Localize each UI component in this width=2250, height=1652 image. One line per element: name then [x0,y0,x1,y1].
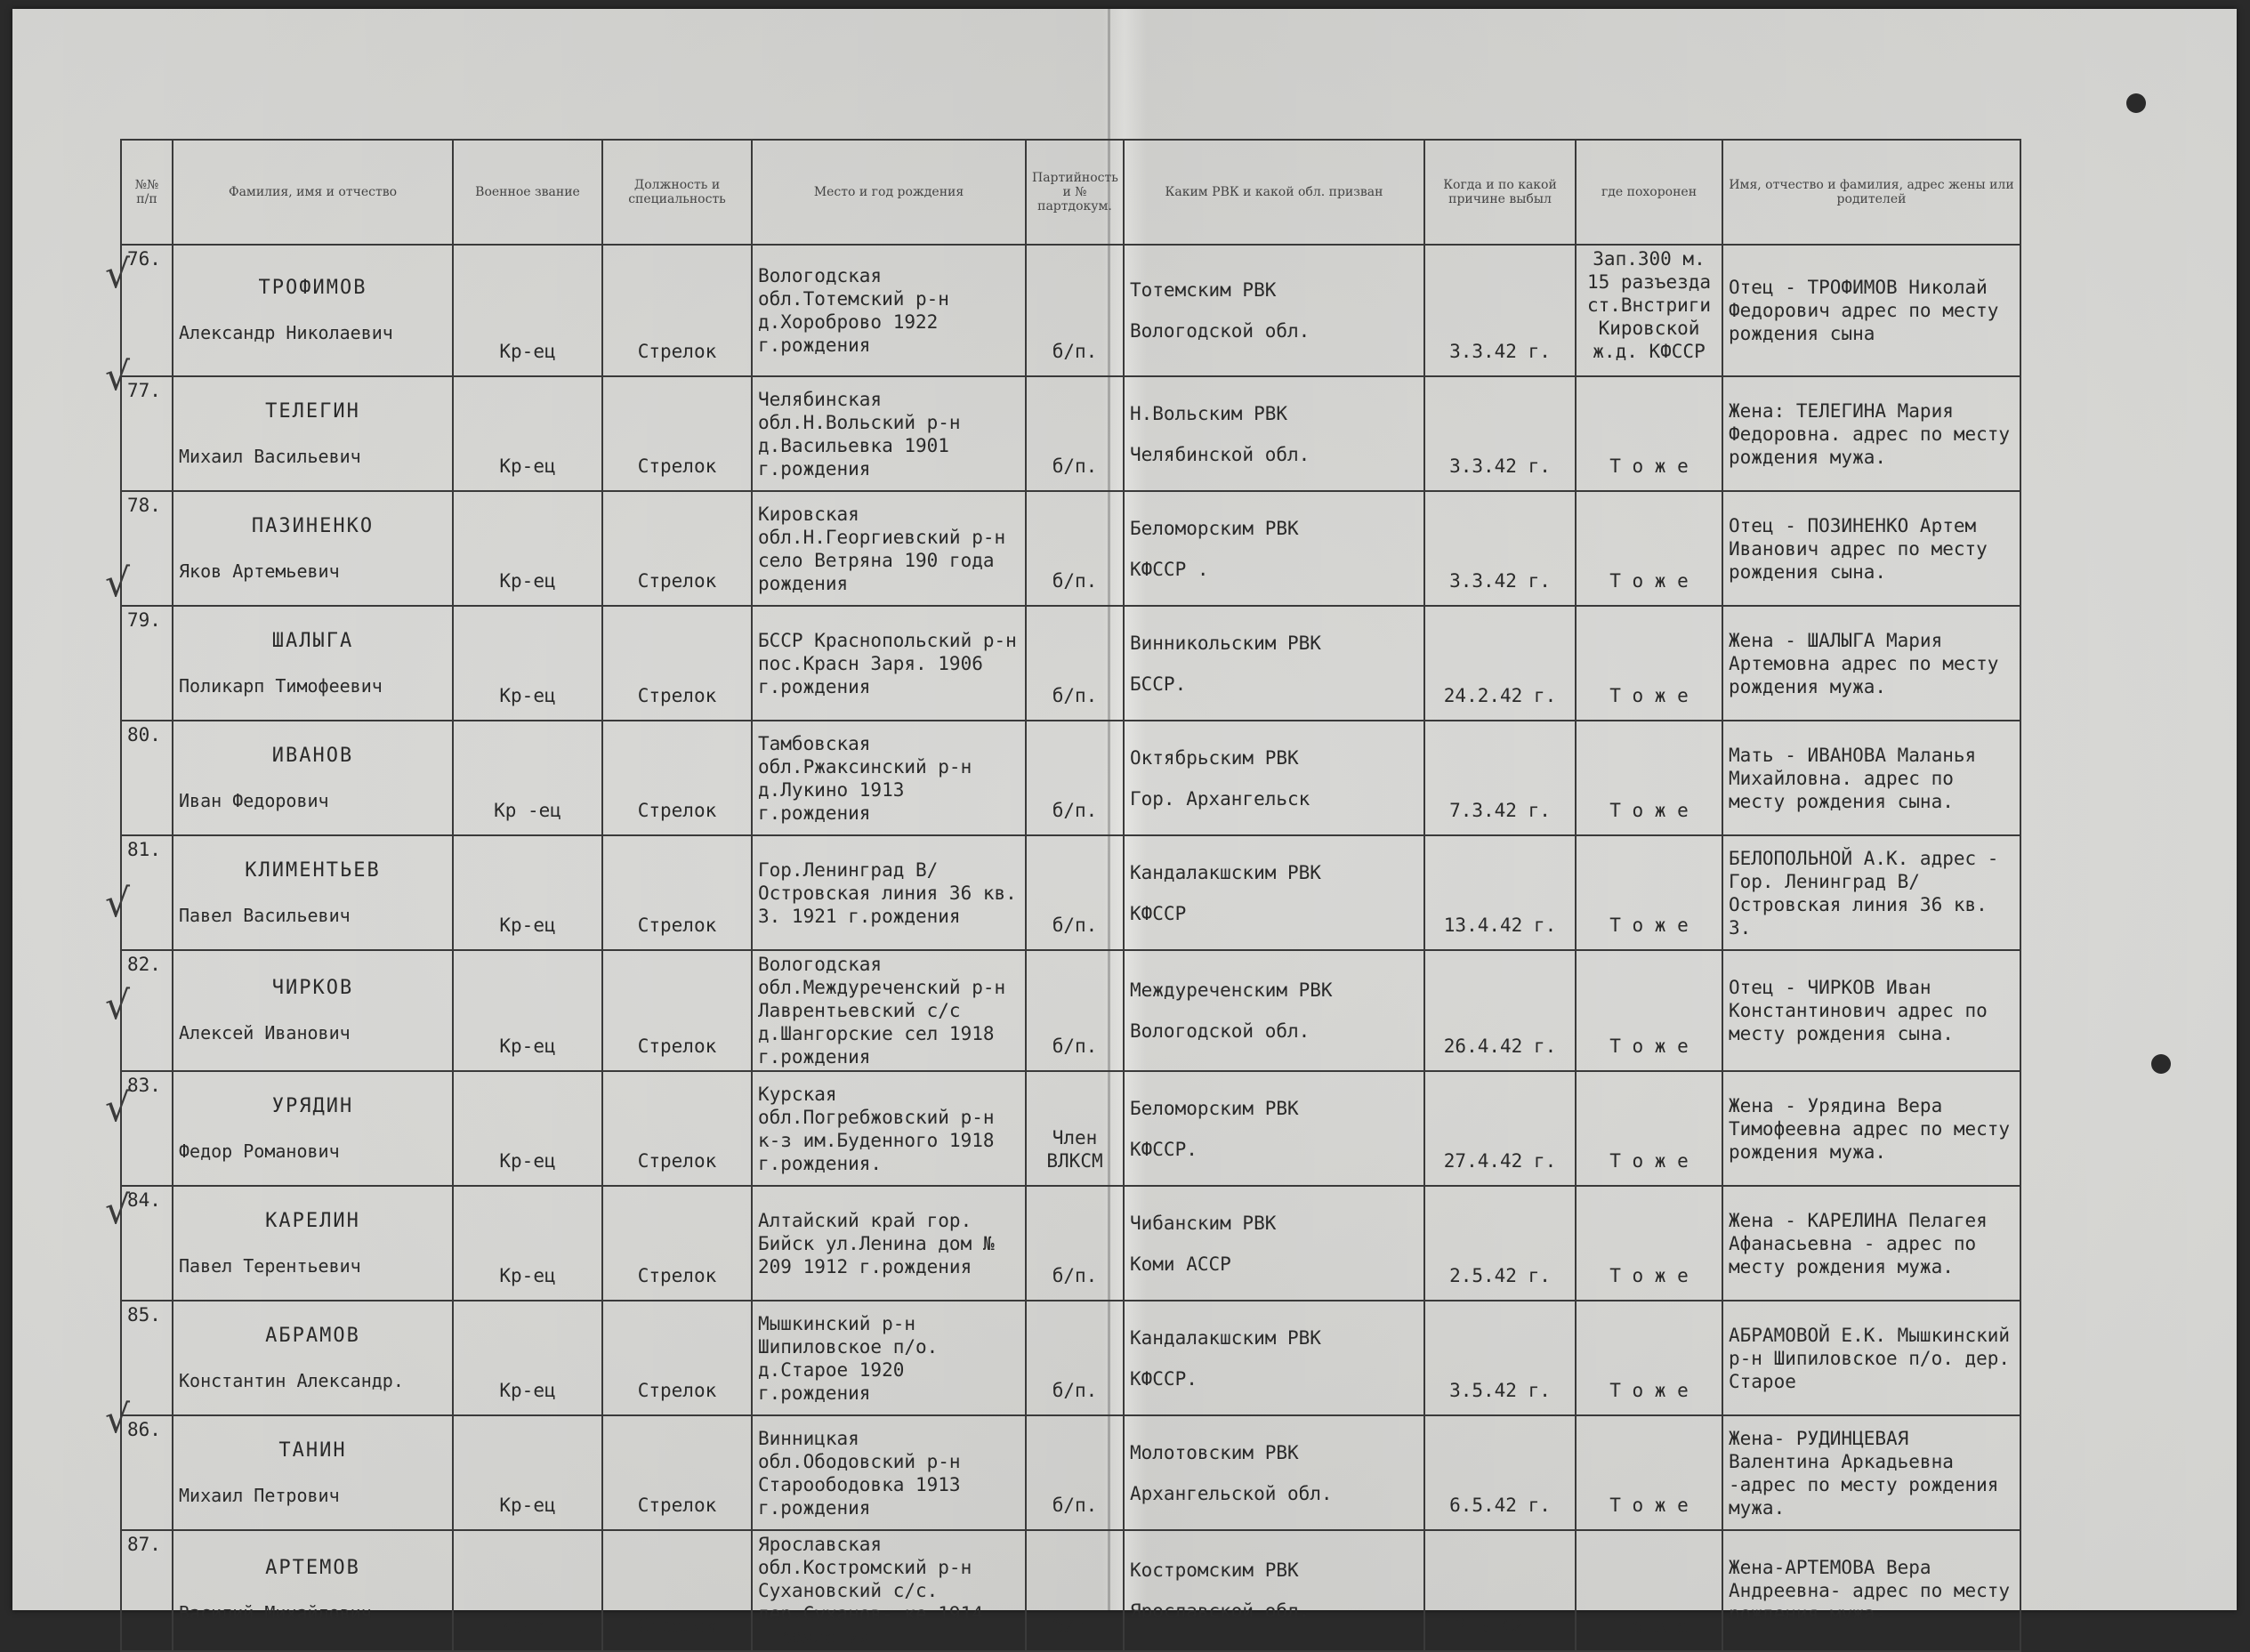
given-names: Александр Николаевич [179,322,393,343]
table-row [121,721,2020,835]
military-rank: Кр-ец [453,376,602,491]
date-of-death: 24.2.42 г. [1424,606,1576,721]
party-membership: Член ВЛКСМ [1026,1071,1124,1186]
position: Стрелок [602,1186,752,1301]
rvk-region: КФССР . [1130,558,1209,580]
next-of-kin: Жена-АРТЕМОВА Вера Андреевна- адрес по месту рождения мужа. [1722,1530,2020,1651]
given-names: Константин Александр. [179,1369,404,1391]
next-of-kin: Жена - Урядина Вера Тимофеевна адрес по месту рождения мужа. [1722,1071,2020,1186]
position: Стрелок [602,1071,752,1186]
conscription-office [1124,606,1424,721]
check-mark: √ [105,881,131,926]
check-mark: √ [105,1397,131,1442]
soldier-name [173,491,453,606]
military-rank: Кр-ец [453,1301,602,1415]
soldier-name [173,376,453,491]
rvk-name: Костромским РВК [1130,1559,1299,1581]
given-names: Иван Федорович [179,789,329,811]
given-names: Михаил Васильевич [179,445,361,467]
party-membership: б/п. [1026,950,1124,1071]
conscription-office [1124,376,1424,491]
header-died: Когда и по какой причине выбыл [1424,140,1576,245]
given-names: Павел Терентьевич [179,1254,361,1277]
row-number: 84. [121,1186,173,1301]
date-of-death: 13.4.42 г. [1424,835,1576,950]
rvk-name: Междуреченским РВК [1130,979,1333,1001]
row-number: 82. [121,950,173,1071]
birthplace: Ярославская обл.Костромский р-н Сухановский с/с. дер.Суханов- ке 1914 г.рождения [752,1530,1026,1651]
row-number: 79. [121,606,173,721]
position: Стрелок [602,721,752,835]
conscription-office [1124,721,1424,835]
table-row [121,1301,2020,1415]
position: Стрелок [602,1415,752,1530]
rvk-region: Коми АССР [1130,1253,1231,1275]
table-row [121,1530,2020,1651]
burial-place: Т о ж е [1576,491,1722,606]
soldier-name [173,721,453,835]
conscription-office [1124,835,1424,950]
surname: АБРАМОВ [265,1324,360,1347]
position: Стрелок [602,835,752,950]
burial-place: Т о ж е [1576,721,1722,835]
register-table [120,139,2021,1652]
header-kin: Имя, отчество и фамилия, адрес жены или родителей [1722,140,2020,245]
next-of-kin: АБРАМОВОЙ Е.К. Мышкинский р-н Шипиловское п/о. дер. Старое [1722,1301,2020,1415]
header-row [121,140,2020,245]
burial-place: Т о ж е [1576,606,1722,721]
conscription-office [1124,1415,1424,1530]
table-row [121,376,2020,491]
next-of-kin: Жена- РУДИНЦЕВАЯ Валентина Аркадьевна -адрес по месту рождения мужа. [1722,1415,2020,1530]
rvk-region: КФССР. [1130,1367,1198,1390]
check-mark: √ [105,354,131,399]
burial-place: Т о ж е [1576,1186,1722,1301]
conscription-office [1124,950,1424,1071]
given-names: Поликарп Тимофеевич [179,674,383,697]
party-membership: б/п. [1026,376,1124,491]
row-number: 78. [121,491,173,606]
date-of-death: 3.5.42 г. [1424,1301,1576,1415]
date-of-death: 27.4.42 г. [1424,1071,1576,1186]
party-membership: б/п. [1026,491,1124,606]
soldier-name [173,950,453,1071]
given-names: Павел Васильевич [179,904,351,926]
table-row [121,1415,2020,1530]
surname: КЛИМЕНТЬЕВ [245,858,381,882]
rvk-region: КФССР [1130,902,1187,924]
military-rank: Кр-ец [453,1071,602,1186]
rvk-name: Беломорским РВК [1130,517,1299,539]
header-num: №№ п/п [121,140,173,245]
rvk-region: Челябинской обл. [1130,443,1310,465]
header-buried: где похоронен [1576,140,1722,245]
row-number: 83. [121,1071,173,1186]
surname: ИВАНОВ [271,744,354,767]
party-membership: б/п. [1026,245,1124,376]
next-of-kin: Жена - КАРЕЛИНА Пелагея Афанасьевна - адрес по месту рождения мужа. [1722,1186,2020,1301]
next-of-kin: Жена - ШАЛЫГА Мария Артемовна адрес по месту рождения мужа. [1722,606,2020,721]
date-of-death: 3.3.42 г. [1424,491,1576,606]
header-birth: Место и год рождения [752,140,1026,245]
military-rank: Кр-ец [453,606,602,721]
soldier-name [173,1415,453,1530]
table-row [121,835,2020,950]
burial-place: Т о ж е [1576,835,1722,950]
row-number: 77. [121,376,173,491]
given-names: Михаил Петрович [179,1484,340,1506]
position: Стрелок [602,376,752,491]
position: Стрелок [602,606,752,721]
rvk-name: Кандалакшским РВК [1130,861,1321,883]
rvk-name: Октябрьским РВК [1130,746,1299,769]
position: Стрелок [602,1301,752,1415]
header-name: Фамилия, имя и отчество [173,140,453,245]
surname: ТРОФИМОВ [258,277,367,299]
punch-hole [2126,93,2146,113]
rvk-name: Тотемским РВК [1130,279,1277,301]
table-row [121,950,2020,1071]
next-of-kin: БЕЛОПОЛЬНОЙ А.К. адрес - Гор. Ленинград В/Островская линия 36 кв. 3. [1722,835,2020,950]
date-of-death: 6.5.42 г. [1424,1415,1576,1530]
row-number: 81. [121,835,173,950]
rvk-name: Винникольским РВК [1130,632,1321,654]
row-number: 80. [121,721,173,835]
conscription-office [1124,245,1424,376]
rvk-region: Гор. Архангельск [1130,787,1310,810]
burial-place: Т о ж е [1576,1301,1722,1415]
party-membership: б/п. [1026,1530,1124,1651]
party-membership: б/п. [1026,1186,1124,1301]
birthplace: Мышкинский р-н Шипиловское п/о. д.Старое 1920 г.рождения [752,1301,1026,1415]
birthplace: Кировская обл.Н.Георгиевский р-н село Ветряна 190 года рождения [752,491,1026,606]
position: Стрелок [602,1530,752,1651]
surname: ПАЗИНЕНКО [251,514,375,537]
header-rvk: Каким РВК и какой обл. призван [1124,140,1424,245]
soldier-name [173,606,453,721]
military-rank: Кр-ец [453,835,602,950]
soldier-name [173,245,453,376]
birthplace: Вологодская обл.Тотемский р-н д.Хорoбрoво 1922 г.рождения [752,245,1026,376]
soldier-name [173,1071,453,1186]
conscription-office [1124,1071,1424,1186]
burial-place: Т о ж е [1576,1530,1722,1651]
next-of-kin: Отец - ТРОФИМОВ Николай Федорович адрес по месту рождения сына [1722,245,2020,376]
rvk-region: Ярославской обл. [1130,1600,1310,1622]
party-membership: б/п. [1026,606,1124,721]
surname: АРТЕМОВ [265,1557,360,1579]
burial-place: Т о ж е [1576,1071,1722,1186]
next-of-kin: Отец - ЧИРКОВ Иван Константинович адрес по месту рождения сына. [1722,950,2020,1071]
birthplace: Гор.Ленинград В/Островская линия 36 кв. 3. 1921 г.рождения [752,835,1026,950]
conscription-office [1124,1301,1424,1415]
table-row [121,491,2020,606]
military-rank: Кр-ец [453,1186,602,1301]
birthplace: Винницкая обл.Ободовский р-н Староободовка 1913 г.рождения [752,1415,1026,1530]
check-mark: √ [105,983,131,1028]
conscription-office [1124,491,1424,606]
party-membership: б/п. [1026,721,1124,835]
date-of-death: 26.4.42 г. [1424,950,1576,1071]
surname: ТАНИН [278,1438,347,1462]
military-rank: Кр-ец [453,1415,602,1530]
military-rank: Кр -ец [453,721,602,835]
date-of-death: 3.3.42 г. [1424,245,1576,376]
soldier-name [173,1530,453,1651]
position: Стрелок [602,950,752,1071]
check-mark: √ [105,1085,131,1131]
header-role: Должность и специальность [602,140,752,245]
punch-hole [2151,1054,2171,1074]
party-membership: б/п. [1026,1415,1124,1530]
given-names: Василий Михайлович [179,1602,372,1624]
birthplace: Челябинская обл.Н.Вольский р-н д.Васильевка 1901 г.рождения [752,376,1026,491]
conscription-office [1124,1530,1424,1651]
birthplace: Курская обл.Погребжовский р-н к-з им.Буденного 1918 г.рождения. [752,1071,1026,1186]
date-of-death: 2.5.42 г. [1424,1186,1576,1301]
next-of-kin: Жена: ТЕЛЕГИНА Мария Федоровна. адрес по месту рождения мужа. [1722,376,2020,491]
conscription-office [1124,1186,1424,1301]
party-membership: б/п. [1026,835,1124,950]
table-row [121,1071,2020,1186]
military-rank: Кр-ец [453,950,602,1071]
row-number: 85. [121,1301,173,1415]
birthplace: БССР Краснопольский р-н пос.Красн Заря. 1906 г.рождения [752,606,1026,721]
given-names: Яков Артемьевич [179,560,340,582]
burial-place: Т о ж е [1576,376,1722,491]
rvk-region: Архангельской обл. [1130,1482,1333,1504]
position: Стрелок [602,245,752,376]
given-names: Федор Романович [179,1140,340,1162]
check-mark: √ [105,560,131,606]
table-row [121,1186,2020,1301]
next-of-kin: Мать - ИВАНОВА Маланья Михайловна. адрес по месту рождения сына. [1722,721,2020,835]
surname: ТЕЛЕГИН [265,399,360,423]
table-row [121,606,2020,721]
next-of-kin: Отец - ПОЗИНЕНКО Артем Иванович адрес по месту рождения сына. [1722,491,2020,606]
rvk-region: Вологодской обл. [1130,320,1310,342]
rvk-name: Беломорским РВК [1130,1097,1299,1119]
soldier-name [173,1301,453,1415]
burial-place: Т о ж е [1576,950,1722,1071]
date-of-death: 7.3.42 г. [1424,721,1576,835]
rvk-region: Вологодской обл. [1130,1020,1310,1042]
position: Стрелок [602,491,752,606]
military-rank: Кр-ец [453,1530,602,1651]
row-number: 86. [121,1415,173,1530]
surname: УРЯДИН [271,1094,354,1117]
check-mark: √ [105,252,131,297]
given-names: Алексей Иванович [179,1022,351,1044]
burial-place: Т о ж е [1576,1415,1722,1530]
row-number: 76. [121,245,173,376]
header-rank: Военное звание [453,140,602,245]
rvk-name: Чибанским РВК [1130,1212,1277,1234]
soldier-name [173,835,453,950]
military-rank: Кр-ец [453,491,602,606]
table-row [121,245,2020,376]
rvk-region: КФССР. [1130,1138,1198,1160]
birthplace: Алтайский край гор. Бийск ул.Ленина дом № 209 1912 г.рождения [752,1186,1026,1301]
surname: ШАЛЫГА [271,629,354,652]
date-of-death: 3.3.42 г. [1424,376,1576,491]
header-party: Партийность и № партдокум. [1026,140,1124,245]
birthplace: Вологодская обл.Междуреченский р-н Лаврентьевский с/с д.Шангорские сел 1918 г.рождения [752,950,1026,1071]
rvk-name: Молотовским РВК [1130,1441,1299,1463]
check-mark: √ [105,1188,131,1233]
surname: КАРЕЛИН [265,1209,360,1232]
surname: ЧИРКОВ [271,977,354,999]
rvk-name: Кандалакшским РВК [1130,1326,1321,1349]
date-of-death: 13.5.42 г. [1424,1530,1576,1651]
burial-place: Зап.300 м. 15 разъезда ст.Внстриги Кировской ж.д. КФССР [1576,245,1722,376]
rvk-name: Н.Вольским РВК [1130,402,1288,424]
row-number: 87. [121,1530,173,1651]
military-rank: Кр-ец [453,245,602,376]
rvk-region: БССР. [1130,673,1187,695]
soldier-name [173,1186,453,1301]
party-membership: б/п. [1026,1301,1124,1415]
birthplace: Тамбовская обл.Ржаксинский р-н д.Лукино 1913 г.рождения [752,721,1026,835]
